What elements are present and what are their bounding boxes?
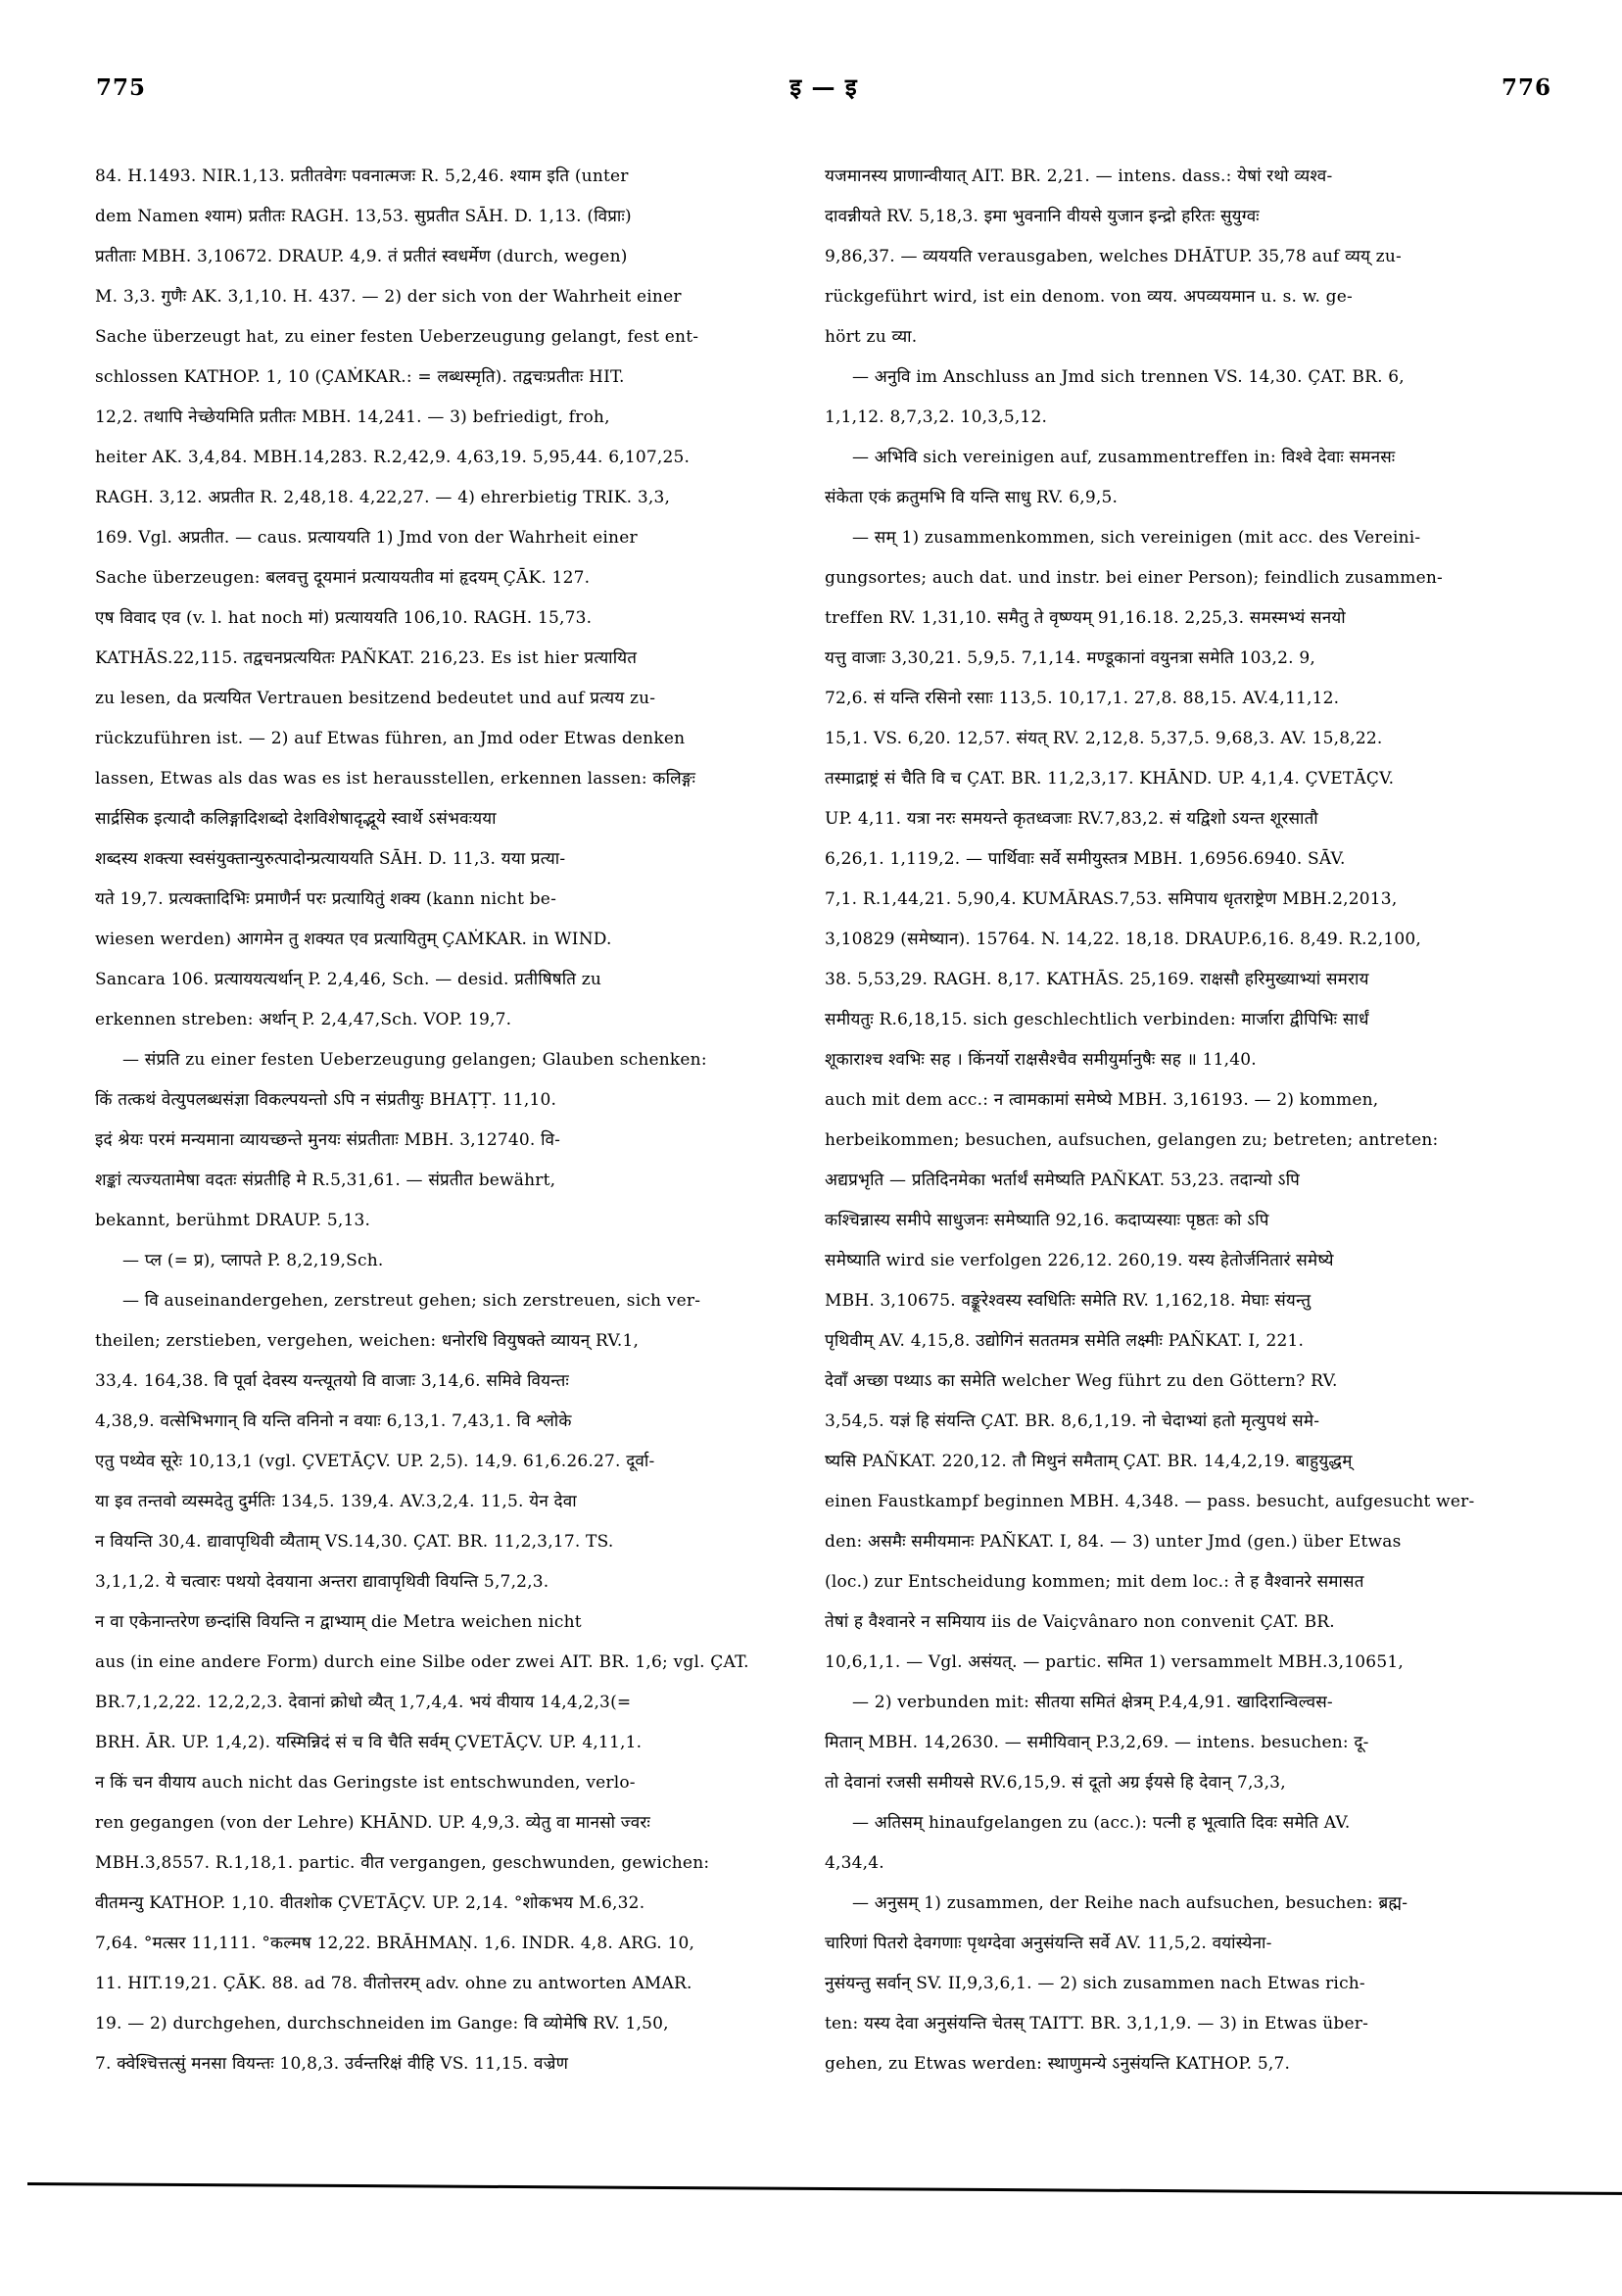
text-line: 4,34,4. (825, 1853, 884, 1873)
text-line: नुसंयन्तु सर्वान् SV. II,9,3,6,1. — 2) sich zusammen nach Etwas rich- (825, 1974, 1365, 1993)
text-line: schlossen KATHOP. 1, 10 (ÇAṀKAR.: = लब्धस्मृति). तद्वचःप्रतीतः HIT. (95, 367, 625, 387)
text-line: 33,4. 164,38. वि पूर्वा देवस्य यन्त्यूतयो वि वाजाः 3,14,6. समिवे वियन्तः (95, 1371, 569, 1391)
text-line: UP. 4,11. यत्रा नरः समयन्ते कृतध्वजाः RV.7,83,2. सं यद्विशो ऽयन्त शूरसातौ (825, 809, 1318, 829)
text-line: theilen; zerstieben, vergehen, weichen: धनोरधि वियुषक्ते व्यायन् RV.1, (95, 1331, 640, 1351)
text-line: herbeikommen; besuchen, aufsuchen, gelangen zu; betreten; antreten: (825, 1130, 1439, 1150)
text-line: 7. क्वेश्चित्तत्सुं मनसा वियन्तः 10,8,3. उर्वन्तरिक्षं वीहि VS. 11,15. वज्रेण (95, 2054, 569, 2074)
text-line: 10,6,1,1. — Vgl. असंयत्. — partic. समित 1) versammelt MBH.3,10651, (825, 1652, 1404, 1672)
text-line: Sancara 106. प्रत्याययत्यर्थान् P. 2,4,46, Sch. — desid. प्रतीषिषति zu (95, 970, 602, 989)
text-line: दावन्नीयते RV. 5,18,3. इमा भुवनानि वीयसे युजान इन्द्रो हरितः सुयुग्वः (825, 207, 1260, 226)
text-line: शब्दस्य शक्त्या स्वसंयुक्तान्युरुत्पादोन्प्रत्याययति SĀH. D. 11,3. यया प्रत्या- (95, 849, 566, 869)
text-line: यत्तु वाजाः 3,30,21. 5,9,5. 7,1,14. मण्डूकानां वयुनत्रा समेति 103,2. 9, (825, 648, 1315, 668)
text-line: gehen, zu Etwas werden: स्थाणुमन्ये ऽनुसंयन्ति KATHOP. 5,7. (825, 2054, 1291, 2074)
text-line: wiesen werden) आगमेन तु शक्यत एव प्रत्यायितुम् ÇAṀKAR. in WIND. (95, 930, 612, 949)
running-head-keyword: इ — इ (789, 72, 858, 101)
text-line: 3,10829 (समेष्यान). 15764. N. 14,22. 18,18. DRAUP.6,16. 8,49. R.2,100, (825, 930, 1422, 949)
text-line: 1,1,12. 8,7,3,2. 10,3,5,12. (825, 407, 1048, 427)
text-line: यते 19,7. प्रत्यक्तादिभिः प्रमाणैर्न परः प्रत्यायितुं शक्य (kann nicht be- (95, 889, 557, 909)
text-line: कश्चिन्नास्य समीपे साधुजनः समेष्याति 92,16. कदाप्यस्याः पृष्ठतः को ऽपि (825, 1211, 1269, 1230)
text-line: M. 3,3. गुणैः AK. 3,1,10. H. 437. — 2) der sich von der Wahrheit einer (95, 287, 682, 307)
text-line: — सम् 1) zusammenkommen, sich vereinigen (mit acc. des Vereini- (852, 528, 1421, 548)
text-line: 38. 5,53,29. RAGH. 8,17. KATHĀS. 25,169. राक्षसौ हरिमुख्याभ्यां समराय (825, 970, 1369, 989)
text-line: ष्यसि PAÑKAT. 220,12. तौ मिथुनं समैताम् ÇAT. BR. 14,4,2,19. बाहुयुद्धम् (825, 1452, 1353, 1471)
text-line: dem Namen श्याम) प्रतीतः RAGH. 13,53. सुप्रतीत SĀH. D. 1,13. (विप्राः) (95, 207, 632, 226)
text-line: einen Faustkampf beginnen MBH. 4,348. — pass. besucht, aufgesucht wer- (825, 1492, 1475, 1511)
text-line: lassen, Etwas als das was es ist herausstellen, erkennen lassen: कलिङ्गः (95, 769, 696, 789)
text-line: — अनुवि im Anschluss an Jmd sich trennen VS. 14,30. ÇAT. BR. 6, (852, 367, 1405, 387)
text-line: 3,1,1,2. ये चत्वारः पथयो देवयाना अन्तरा द्यावापृथिवी वियन्ति 5,7,2,3. (95, 1572, 549, 1592)
text-line: 72,6. सं यन्ति रसिनो रसाः 113,5. 10,17,1. 27,8. 88,15. AV.4,11,12. (825, 689, 1340, 708)
text-line: तो देवानां रजसी समीयसे RV.6,15,9. सं दूतो अग्र ईयसे हि देवान् 7,3,3, (825, 1773, 1286, 1793)
text-line: — वि auseinandergehen, zerstreut gehen; sich zerstreuen, sich ver- (122, 1291, 701, 1311)
text-line: इदं श्रेयः परमं मन्यमाना व्यायच्छन्ते मुनयः संप्रतीताः MBH. 3,12740. वि- (95, 1130, 561, 1150)
text-line: न किं चन वीयाय auch nicht das Geringste ist entschwunden, verlo- (95, 1773, 636, 1793)
text-line: — 2) verbunden mit: सीतया समितं क्षेत्रम् P.4,4,91. खादिरान्विल्वस- (852, 1693, 1333, 1712)
text-line: शूकाराश्च श्वभिः सह । किंनर्यो राक्षसैश्चैव समीयुर्मानुषैः सह ॥ 11,40. (825, 1050, 1257, 1070)
text-line: समेष्याति wird sie verfolgen 226,12. 260,19. यस्य हेतोर्जनितारं समेष्ये (825, 1251, 1334, 1270)
text-line: treffen RV. 1,31,10. समैतु ते वृष्ण्यम् 91,16.18. 2,25,3. समस्मभ्यं सनयो (825, 608, 1346, 628)
text-line: gungsortes; auch dat. und instr. bei einer Person); feindlich zusammen- (825, 568, 1443, 588)
text-line: न वा एकेनान्तरेण छन्दांसि वियन्ति न द्वाभ्याम् die Metra weichen nicht (95, 1612, 582, 1632)
text-line: 169. Vgl. अप्रतीत. — caus. प्रत्याययति 1) Jmd von der Wahrheit einer (95, 528, 638, 548)
text-line: यजमानस्य प्राणान्वीयात् AIT. BR. 2,21. — intens. dass.: येषां रथो व्यश्व- (825, 167, 1333, 186)
text-line: 12,2. तथापि नेच्छेयमिति प्रतीतः MBH. 14,241. — 3) befriedigt, froh, (95, 407, 610, 427)
text-line: या इव तन्तवो व्यस्मदेतु दुर्मतिः 134,5. 139,4. AV.3,2,4. 11,5. येन देवा (95, 1492, 577, 1511)
text-line: MBH.3,8557. R.1,18,1. partic. वीत vergangen, geschwunden, gewichen: (95, 1853, 710, 1873)
text-line: MBH. 3,10675. वङ्कूरेश्वस्य स्वधितिः समेति RV. 1,162,18. मेघाः संयन्तु (825, 1291, 1312, 1311)
text-line: (loc.) zur Entscheidung kommen; mit dem loc.: ते ह वैश्वानरे समासत (825, 1572, 1364, 1592)
column-left (95, 157, 828, 2084)
text-line: संकेता एकं क्रतुमभि वि यन्ति साधु RV. 6,9,5. (825, 488, 1119, 507)
text-line: प्रतीताः MBH. 3,10672. DRAUP. 4,9. तं प्रतीतं स्वधर्मेण (durch, wegen) (95, 247, 628, 266)
text-line: 7,1. R.1,44,21. 5,90,4. KUMĀRAS.7,53. समिपाय धृतराष्ट्रेण MBH.2,2013, (825, 889, 1398, 909)
text-line: 84. H.1493. NIR.1,13. प्रतीतवेगः पवनात्मजः R. 5,2,46. श्याम इति (unter (95, 167, 629, 186)
text-line: Sache überzeugt hat, zu einer festen Ueberzeugung gelangt, fest ent- (95, 327, 699, 347)
text-line: तेषां ह वैश्वानरे न समियाय iis de Vaiçvânaro non convenit ÇAT. BR. (825, 1612, 1335, 1632)
text-line: 11. HIT.19,21. ÇĀK. 88. ad 78. वीतोत्तरम् adv. ohne zu antworten AMAR. (95, 1974, 692, 1993)
text-line: heiter AK. 3,4,84. MBH.14,283. R.2,42,9. 4,63,19. 5,95,44. 6,107,25. (95, 448, 691, 467)
text-line: तस्माद्राष्ट्रं सं चैति वि च ÇAT. BR. 11,2,3,17. KHĀND. UP. 4,1,4. ÇVETĀÇV. (825, 769, 1395, 789)
text-line: bekannt, berühmt DRAUP. 5,13. (95, 1211, 371, 1230)
text-line: किं तत्कथं वेत्युपलब्धसंज्ञा विकल्पयन्तो ऽपि न संप्रतीयुः BHAṬṬ. 11,10. (95, 1090, 557, 1110)
text-line: 4,38,9. वत्सेभिभगान् वि यन्ति वनिनो न वयाः 6,13,1. 7,43,1. वि श्लोके (95, 1411, 572, 1431)
text-line: KATHĀS.22,115. तद्वचनप्रत्ययितः PAÑKAT. 216,23. Es ist hier प्रत्यायित (95, 648, 638, 668)
text-line: — अभिवि sich vereinigen auf, zusammentreffen in: विश्वे देवाः समनसः (852, 448, 1396, 467)
text-line: rückgeführt wird, ist ein denom. von व्यय. अपव्ययमान u. s. w. ge- (825, 287, 1353, 307)
text-line: 7,64. °मत्सर 11,111. °कल्मष 12,22. BRĀHMAṆ. 1,6. INDR. 4,8. ARG. 10, (95, 1934, 695, 1953)
page-number-left: 775 (96, 74, 147, 101)
page-bottom-scan-line (27, 2182, 1622, 2195)
text-line: 19. — 2) durchgehen, durchschneiden im Gange: वि व्योमेषि RV. 1,50, (95, 2014, 669, 2033)
text-line: rückzuführen ist. — 2) auf Etwas führen, an Jmd oder Etwas denken (95, 729, 686, 748)
text-line: hört zu व्या. (825, 327, 918, 347)
text-line: समीयतुः R.6,18,15. sich geschlechtlich verbinden: मार्जारा द्वीपिभिः सार्धं (825, 1010, 1369, 1029)
text-line: वीतमन्यु KATHOP. 1,10. वीतशोक ÇVETĀÇV. UP. 2,14. °शोकभय M.6,32. (95, 1893, 645, 1913)
text-line: सार्द्रसिक इत्यादौ कलिङ्गादिशब्दो देशविशेषादृद्भूये स्वार्थे ऽसंभवःयया (95, 809, 497, 829)
page-header (96, 71, 1551, 103)
text-line: 9,86,37. — व्यययति verausgaben, welches DHĀTUP. 35,78 auf व्यय् zu- (825, 247, 1402, 266)
text-line: शङ्कां त्यज्यतामेषा वदतः संप्रतीहि मे R.5,31,61. — संप्रतीत bewährt, (95, 1171, 556, 1190)
text-line: BRH. ĀR. UP. 1,4,2). यस्मिन्निदं सं च वि चैति सर्वम् ÇVETĀÇV. UP. 4,11,1. (95, 1733, 643, 1752)
text-line: Sache überzeugen: बलवत्तु दूयमानं प्रत्याययतीव मां हृदयम् ÇĀK. 127. (95, 568, 591, 588)
text-line: ten: यस्य देवा अनुसंयन्ति चेतस् TAITT. BR. 3,1,1,9. — 3) in Etwas über- (825, 2014, 1369, 2033)
text-line: 15,1. VS. 6,20. 12,57. संयत् RV. 2,12,8. 5,37,5. 9,68,3. AV. 15,8,22. (825, 729, 1383, 748)
text-line: aus (in eine andere Form) durch eine Silbe oder zwei AIT. BR. 1,6; vgl. ÇAT. (95, 1652, 749, 1672)
column-right (825, 157, 1557, 2084)
text-line: न वियन्ति 30,4. द्यावापृथिवी व्यैताम् VS.14,30. ÇAT. BR. 11,2,3,17. TS. (95, 1532, 614, 1552)
text-line: — अतिसम् hinaufgelangen zu (acc.): पत्नी ह भूत्वाति दिवः समेति AV. (852, 1813, 1351, 1833)
text-line: den: असमैः समीयमानः PAÑKAT. I, 84. — 3) unter Jmd (gen.) über Etwas (825, 1532, 1402, 1552)
text-line: auch mit dem acc.: न त्वामकामां समेष्ये MBH. 3,16193. — 2) kommen, (825, 1090, 1379, 1110)
text-line: ren gegangen (von der Lehre) KHĀND. UP. 4,9,3. व्येतु वा मानसो ज्वरः (95, 1813, 650, 1833)
text-line: चारिणां पितरो देवगणाः पृथग्देवा अनुसंयन्ति सर्वे AV. 11,5,2. वयांस्येना- (825, 1934, 1272, 1953)
text-line: एतु पथ्येव सूरेः 10,13,1 (vgl. ÇVETĀÇV. UP. 2,5). 14,9. 61,6.26.27. दूर्वा- (95, 1452, 655, 1471)
text-line: अद्यप्रभृति — प्रतिदिनमेका भर्तार्थं समेष्यति PAÑKAT. 53,23. तदान्यो ऽपि (825, 1171, 1300, 1190)
text-line: RAGH. 3,12. अप्रतीत R. 2,48,18. 4,22,27. — 4) ehrerbietig TRIK. 3,3, (95, 488, 671, 507)
text-line: पृथिवीम् AV. 4,15,8. उद्योगिनं सततमत्र समेति लक्ष्मीः PAÑKAT. I, 221. (825, 1331, 1305, 1351)
text-line: erkennen streben: अर्थान् P. 2,4,47,Sch. VOP. 19,7. (95, 1010, 512, 1029)
text-line: — संप्रति zu einer festen Ueberzeugung gelangen; Glauben schenken: (122, 1050, 707, 1070)
text-line: zu lesen, da प्रत्ययित Vertrauen besitzend bedeutet und auf प्रत्यय zu- (95, 689, 656, 708)
page-number-right: 776 (1501, 74, 1551, 101)
text-line: — अनुसम् 1) zusammen, der Reihe nach aufsuchen, besuchen: ब्रह्म- (852, 1893, 1408, 1913)
text-line: — प्ल (= प्र), प्लापते P. 8,2,19,Sch. (122, 1251, 384, 1270)
text-line: एष विवाद एव (v. l. hat noch मां) प्रत्याययति 106,10. RAGH. 15,73. (95, 608, 593, 628)
text-line: 6,26,1. 1,119,2. — पार्थिवाः सर्वे समीयुस्तत्र MBH. 1,6956.6940. SĀV. (825, 849, 1346, 869)
text-line: 3,54,5. यज्ञं हि संयन्ति ÇAT. BR. 8,6,1,19. नो चेदाभ्यां हतो मृत्युपथं समे- (825, 1411, 1320, 1431)
text-line: देवाँ अच्छा पथ्याऽ का समेति welcher Weg führt zu den Göttern? RV. (825, 1371, 1338, 1391)
text-line: मितान् MBH. 14,2630. — समीयिवान् P.3,2,69. — intens. besuchen: दू- (825, 1733, 1369, 1752)
text-line: BR.7,1,2,22. 12,2,2,3. देवानां क्रोधो व्यैत् 1,7,4,4. भयं वीयाय 14,4,2,3(= (95, 1693, 632, 1712)
